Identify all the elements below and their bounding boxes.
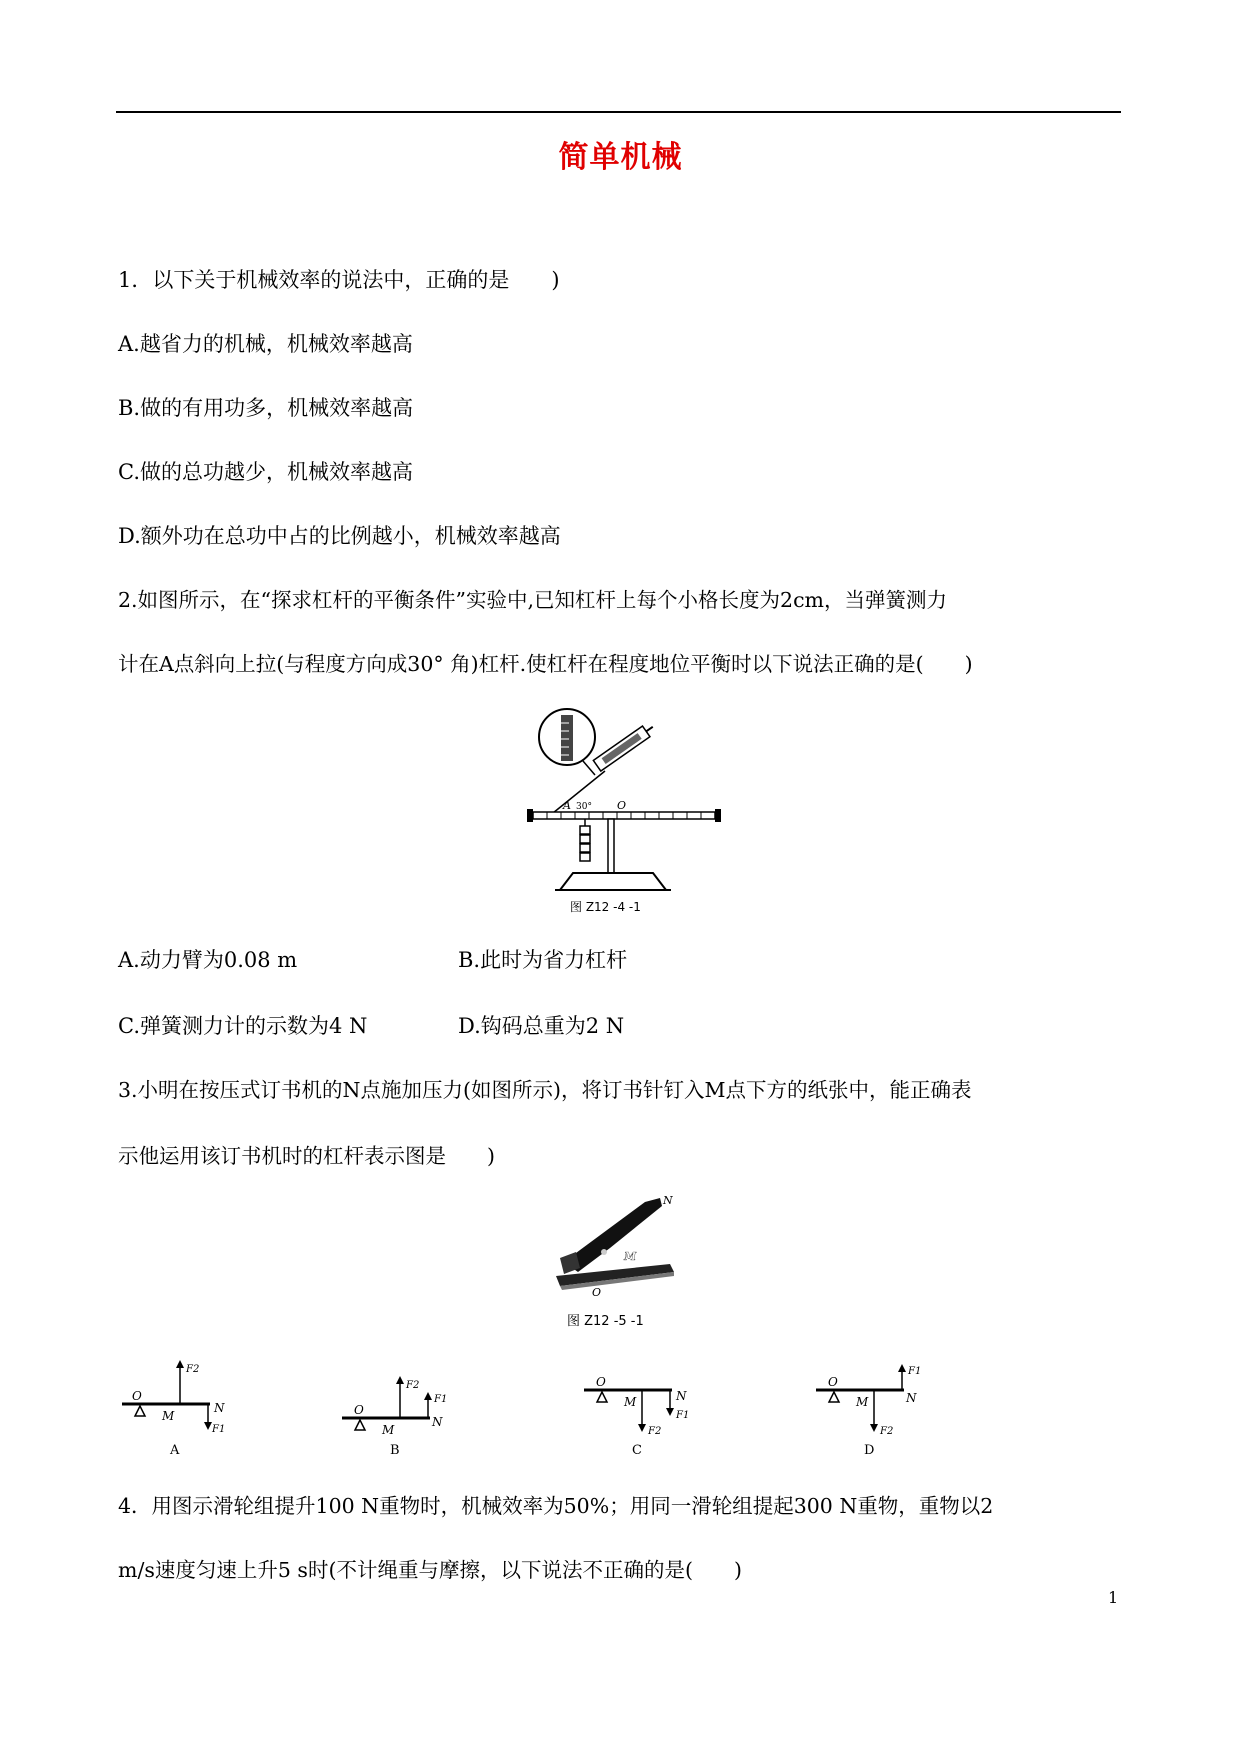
choice-a-arrow-down (204, 1422, 212, 1430)
choice-c-arrow-mid (638, 1424, 646, 1432)
q2-figure-caption: 图 Z12 -4 -1 (570, 900, 641, 914)
q4-stem-line2: m/s速度匀速上升5 s时(不计绳重与摩擦，以下说法不正确的是( ) (118, 1558, 742, 1582)
q1-stem: 1．以下关于机械效率的说法中，正确的是 ) (118, 268, 560, 292)
choice-c-letter: C (632, 1443, 642, 1458)
choice-d-diagram (812, 1350, 942, 1462)
q1-option-c: C.做的总功越少，机械效率越高 (118, 460, 413, 484)
spring-scale (593, 721, 656, 771)
choice-d-m: M (856, 1395, 869, 1409)
lever-experiment-figure (525, 705, 725, 905)
choice-d-n: N (906, 1391, 917, 1405)
choice-c-o: O (596, 1375, 606, 1389)
choice-b-fulcrum (355, 1420, 365, 1430)
magnified-scale (561, 715, 573, 761)
q2-option-c: C.弹簧测力计的示数为4 N (118, 1014, 368, 1038)
lever-stand (608, 819, 614, 873)
stapler-label-o: O (592, 1286, 602, 1298)
header-rule (116, 111, 1121, 113)
choice-a-f-down: F1 (212, 1424, 226, 1435)
choice-b-arrow-end (424, 1392, 432, 1400)
q2-option-b: B.此时为省力杠杆 (458, 948, 628, 972)
choice-b-m: M (382, 1423, 395, 1437)
choice-d-letter: D (864, 1443, 875, 1458)
q3-stem-line1: 3.小明在按压式订书机的N点施加压力(如图所示)，将订书针钉入M点下方的纸张中，能正确表 (118, 1078, 972, 1102)
q2-stem-line1: 2.如图所示，在“探求杠杆的平衡条件”实验中,已知杠杆上每个小格长度为2cm，当弹簧测力 (118, 588, 947, 612)
choice-d-arrow-end (898, 1364, 906, 1372)
choice-c-arrow-end (666, 1408, 674, 1416)
choice-c-f-mid: F2 (648, 1426, 662, 1437)
stapler-label-n: N (663, 1194, 673, 1207)
choice-b-o: O (354, 1403, 364, 1417)
choice-b-f-mid: F2 (406, 1380, 420, 1391)
q2-option-d: D.钩码总重为2 N (458, 1014, 625, 1038)
angle-label: 30° (576, 802, 592, 812)
stapler-figure (550, 1190, 690, 1298)
choice-c-f-end: F1 (676, 1410, 690, 1421)
choice-a-f-up: F2 (186, 1364, 200, 1375)
choice-c-m: M (624, 1395, 637, 1409)
point-o-label: O (617, 799, 627, 812)
q1-option-a: A.越省力的机械，机械效率越高 (118, 332, 413, 356)
choice-d-f-mid: F2 (880, 1426, 894, 1437)
hook-weights (580, 819, 590, 861)
choice-a-letter: A (170, 1443, 180, 1458)
choice-a-m: M (162, 1409, 175, 1423)
choice-c-n: N (676, 1389, 687, 1403)
choice-a-n: N (214, 1401, 225, 1415)
choice-a-diagram (118, 1350, 248, 1462)
choice-a-arrow-up (176, 1360, 184, 1368)
q2-stem-line2: 计在A点斜向上拉(与程度方向成30° 角)杠杆.使杠杆在程度地位平衡时以下说法正确的是( ) (118, 652, 973, 676)
choice-b-f-end: F1 (434, 1394, 448, 1405)
stapler-label-m: M (624, 1250, 637, 1263)
page-number: 1 (1108, 1588, 1119, 1607)
choice-d-o: O (828, 1375, 838, 1389)
stand-base (560, 873, 666, 890)
q3-figure-caption: 图 Z12 -5 -1 (567, 1314, 644, 1329)
page-title: 简单机械 (558, 140, 683, 175)
q3-stem-line2: 示他运用该订书机时的杠杆表示图是 ) (118, 1144, 495, 1168)
choice-c-diagram (580, 1350, 710, 1462)
q2-option-a: A.动力臂为0.08 m (118, 948, 298, 972)
q4-stem-line1: 4．用图示滑轮组提升100 N重物时，机械效率为50%；用同一滑轮组提起300 N重物，重物以2 (118, 1494, 994, 1518)
choice-b-letter: B (390, 1443, 400, 1458)
choice-c-fulcrum (597, 1392, 607, 1402)
point-a-label: A (563, 799, 571, 812)
choice-d-f-end: F1 (908, 1366, 922, 1377)
choice-a-fulcrum (135, 1406, 145, 1416)
choice-d-fulcrum (829, 1392, 839, 1402)
choice-a-o: O (132, 1389, 142, 1403)
q1-option-d: D.额外功在总功中占的比例越小，机械效率越高 (118, 524, 561, 548)
stapler-arm (564, 1198, 662, 1272)
choice-d-arrow-mid (870, 1424, 878, 1432)
lever-bar (533, 812, 715, 819)
choice-b-arrow-mid (396, 1376, 404, 1384)
q1-option-b: B.做的有用功多，机械效率越高 (118, 396, 414, 420)
choice-b-n: N (432, 1415, 443, 1429)
choice-b-diagram (338, 1350, 468, 1462)
